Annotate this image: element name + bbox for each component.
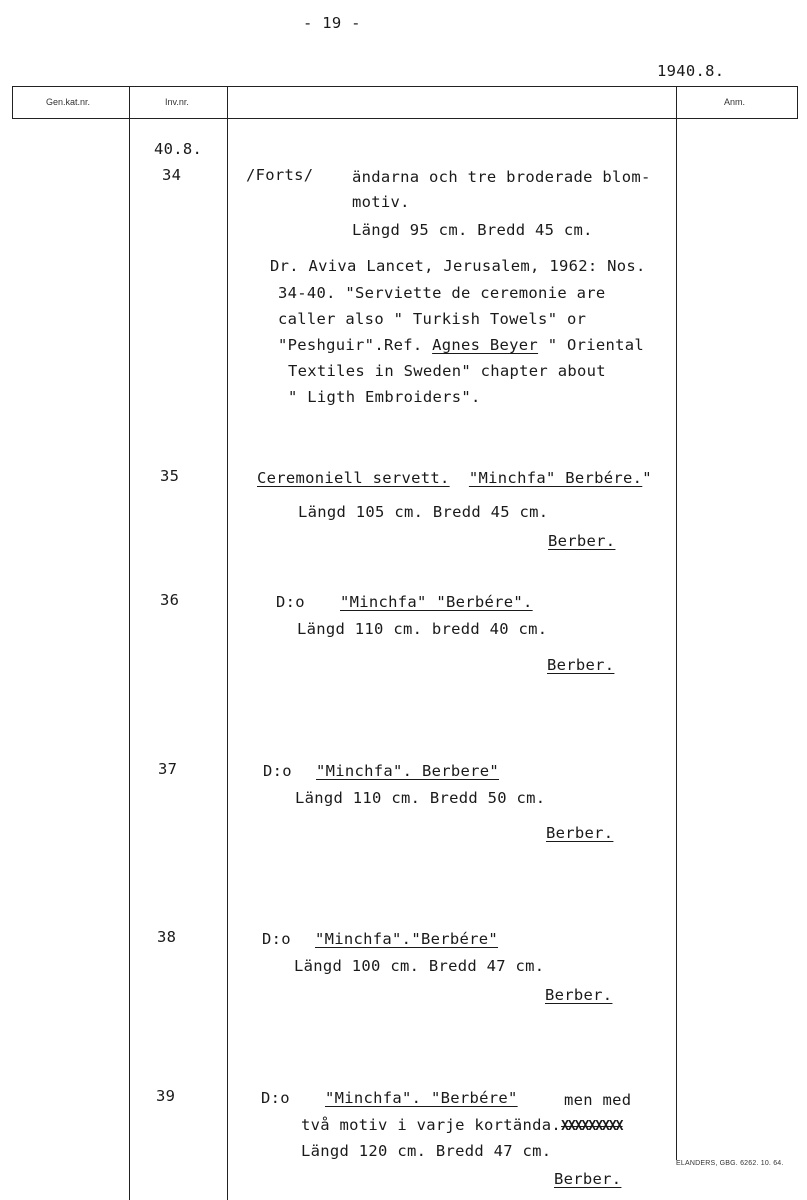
entry-38-origin: Berber. [545,986,613,1004]
column-header-inv-nr: Inv.nr. [165,97,189,107]
entry-34-line1: ändarna och tre broderade blom- [352,168,651,186]
inv-prefix: 40.8. [154,140,203,158]
reference-line-4-end: " Oriental [538,336,645,354]
column-divider-1 [129,86,130,1200]
reference-line-6: " Ligth Embroiders". [288,388,481,406]
entry-38-title: "Minchfa"."Berbére" [315,930,499,948]
forts-label: /Forts/ [246,166,314,184]
entry-34-line2: motiv. [352,193,410,211]
entry-39-measure: Längd 120 cm. Bredd 47 cm. [301,1142,552,1160]
reference-line-2: 34-40. "Serviette de ceremonie are [278,284,606,302]
reference-line-4 [278,336,644,354]
inv-number-37: 37 [158,760,178,778]
reference-line-1: Dr. Aviva Lancet, Jerusalem, 1962: Nos. [270,257,646,275]
reference-line-3: caller also " Turkish Towels" or [278,310,587,328]
right-border [797,86,798,119]
entry-39-line2-text: två motiv i varje kortända. [301,1116,562,1134]
left-border [12,86,13,119]
entry-35-title [257,469,652,487]
entry-35-origin: Berber. [548,532,616,550]
entry-38-do: D:o [262,930,291,948]
reference-author: Agnes Beyer [432,336,539,354]
entry-39-origin: Berber. [554,1170,622,1188]
entry-39-line2 [301,1116,623,1134]
entry-36-do: D:o [276,593,305,611]
column-divider-3 [676,86,677,1160]
entry-39-struck-text: XXXXXXXXX [561,1119,623,1134]
entry-36-measure: Längd 110 cm. bredd 40 cm. [297,620,548,638]
column-header-anm: Anm. [724,97,746,107]
inv-number-39: 39 [156,1087,176,1105]
entry-35-measure: Längd 105 cm. Bredd 45 cm. [298,503,549,521]
entry-36-origin: Berber. [547,656,615,674]
inv-number-36: 36 [160,591,180,609]
entry-35-title-c: " [642,469,652,487]
entry-36-title: "Minchfa" "Berbére". [340,593,533,611]
inv-number-35: 35 [160,467,180,485]
reference-line-5: Textiles in Sweden" chapter about [288,362,606,380]
entry-37-do: D:o [263,762,292,780]
entry-39-do: D:o [261,1089,290,1107]
entry-39-title-tail: men med [564,1091,632,1109]
inv-number-38: 38 [157,928,177,946]
entry-37-measure: Längd 110 cm. Bredd 50 cm. [295,789,546,807]
catalog-number: 1940.8. [657,62,725,80]
entry-35-title-a: Ceremoniell servett. [257,469,450,487]
entry-37-title: "Minchfa". Berbere" [316,762,500,780]
inv-number-34: 34 [162,166,182,184]
entry-34-measure: Längd 95 cm. Bredd 45 cm. [352,221,593,239]
entry-39-title: "Minchfa". "Berbére" [325,1089,518,1107]
page-number: - 19 - [303,14,361,32]
entry-35-title-b: "Minchfa" Berbére. [468,469,643,487]
reference-line-4-start: "Peshguir".Ref. [278,336,433,354]
column-header-gen-kat-nr: Gen.kat.nr. [46,97,91,107]
column-divider-2 [227,86,228,1200]
printer-footer: ELANDERS, GBG. 6262. 10. 64. [676,1160,784,1167]
entry-38-measure: Längd 100 cm. Bredd 47 cm. [294,957,545,975]
entry-37-origin: Berber. [546,824,614,842]
